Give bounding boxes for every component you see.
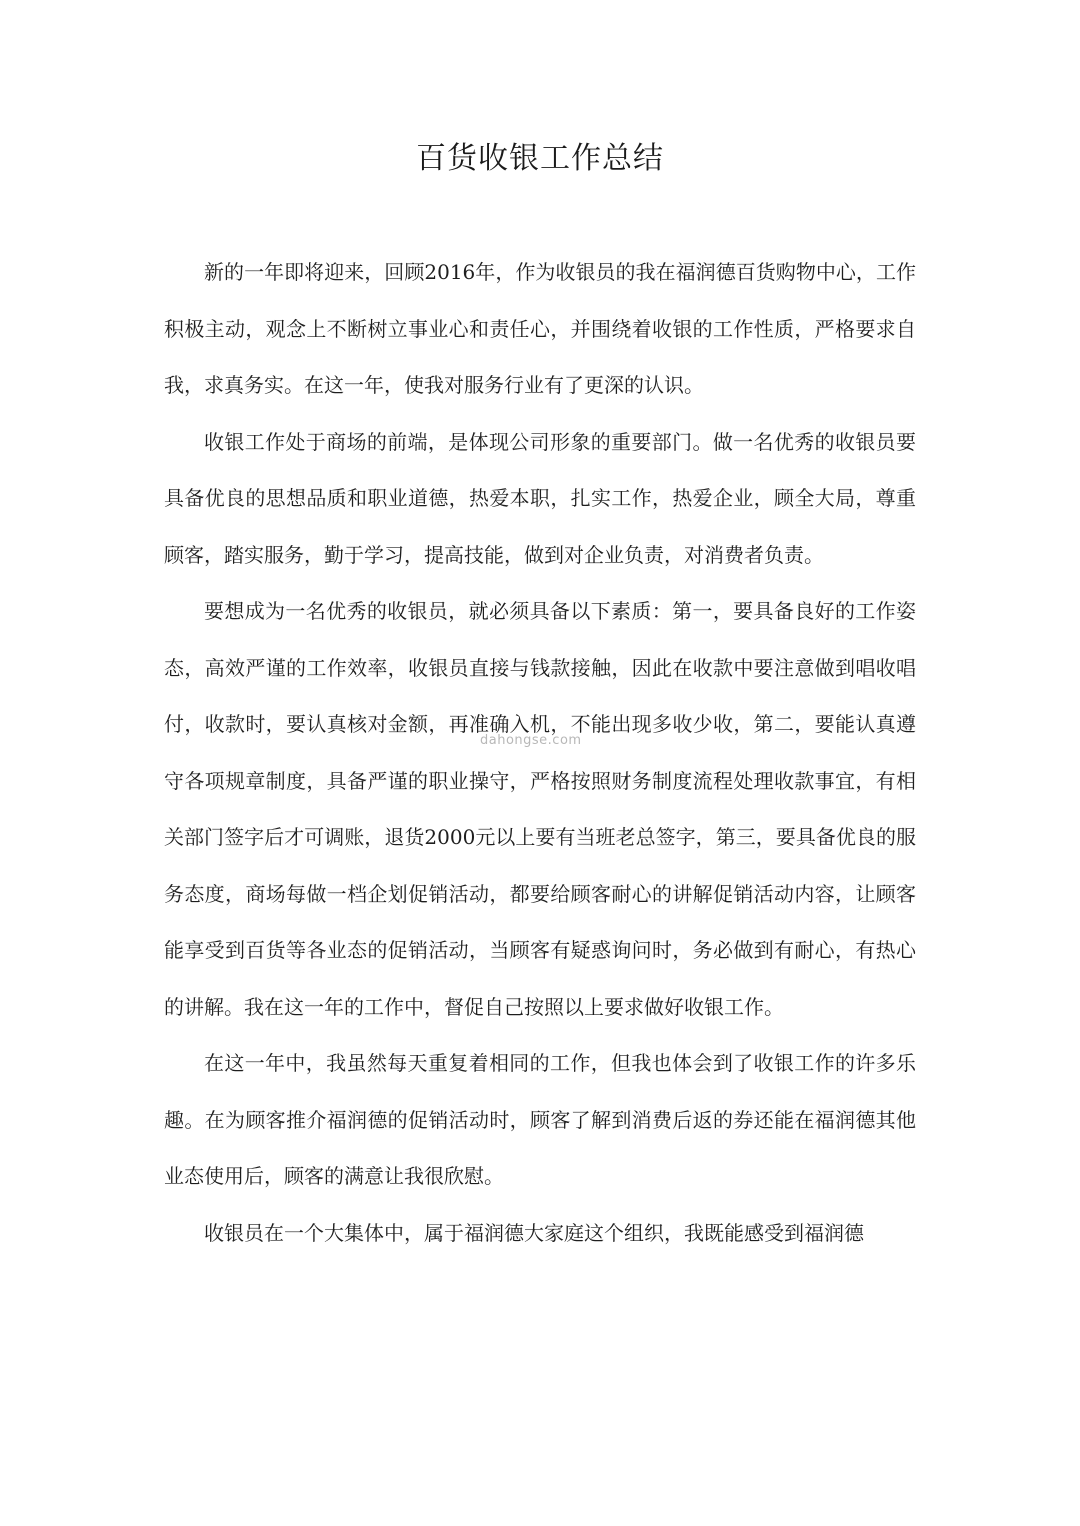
paragraph-intro: 新的一年即将迎来，回顾2016年，作为收银员的我在福润德百货购物中心，工作积极主动，观念上不断树立事业心和责任心，并围绕着收银的工作性质，严格要求自我，求真务实。在这一年，使我对服务行业有了更深的认识。 (164, 260, 916, 397)
paragraph-qualities: 要想成为一名优秀的收银员，就必须具备以下素质：第一，要具备良好的工作姿态，高效严谨的工作效率，收银员直接与钱款接触，因此在收款中要注意做到唱收唱付，收款时，要认真核对金额，再准确入机，不能出现多收少收，第二，要能认真遵守各项规章制度，具备严谨的职业操守，严格按照财务制度流程处理收款事宜，有相关部门签字后才可调账，退货2000元以上要有当班老总签字，第三，要具备优良的服务态度，商场每做一档企划促销活动，都要给顾客耐心的讲解促销活动内容，让顾客能享受到百货等各业态的促销活动，当顾客有疑惑询问时，务必做到有耐心，有热心的讲解。我在这一年的工作中，督促自己按照以上要求做好收银工作。 (164, 599, 916, 1019)
watermark-text: dahongse.com (480, 733, 582, 748)
document-title: 百货收银工作总结 (416, 141, 664, 176)
document-body (164, 244, 916, 1261)
paragraph-cashier-role: 收银工作处于商场的前端，是体现公司形象的重要部门。做一名优秀的收银员要具备优良的思想品质和职业道德，热爱本职，扎实工作，热爱企业，顾全大局，尊重顾客，踏实服务，勤于学习，提高技能，做到对企业负责，对消费者负责。 (164, 429, 916, 567)
paragraph-collective: 收银员在一个大集体中，属于福润德大家庭这个组织，我既能感受到福润德 (204, 1220, 864, 1245)
paragraph-enjoyment: 在这一年中，我虽然每天重复着相同的工作，但我也体会到了收银工作的许多乐趣。在为顾客推介福润德的促销活动时，顾客了解到消费后返的券还能在福润德其他业态使用后，顾客的满意让我很欣慰。 (164, 1051, 916, 1188)
